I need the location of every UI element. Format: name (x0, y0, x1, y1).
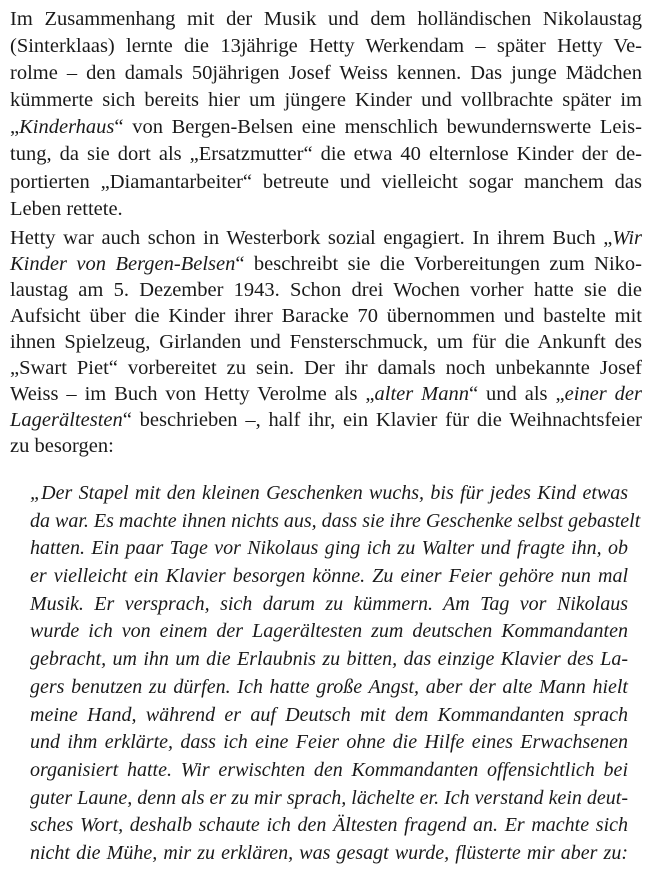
text-line (10, 381, 642, 407)
block-quote (30, 480, 641, 868)
text-line (30, 591, 628, 619)
text-line (30, 674, 628, 702)
text-line (30, 729, 628, 757)
text-segment: rolme – den damals 50jährigen Josef Weiss kennen. Das junge Mädchen (10, 62, 642, 85)
text-segment: nicht die Mühe, mir zu erklären, was gesagt wurde, flüsterte mir aber zu: (30, 841, 628, 864)
text-line (10, 407, 642, 433)
text-line (30, 480, 628, 508)
italic-text: Kinderhaus (19, 116, 115, 139)
text-segment: „Der Stapel mit den kleinen Geschenken wuchs, bis für jedes Kind etwas (30, 482, 628, 504)
text-segment: “ beschreibt sie die Vorbereitungen zum Niko- (235, 253, 642, 275)
italic-text: Wir (612, 227, 642, 249)
text-segment: Weiss – im Buch von Hetty Verolme als „ (10, 383, 375, 405)
text-line (10, 303, 642, 329)
text-segment: hatten. Ein paar Tage vor Nikolaus ging ich zu Walter und fragte ihn, ob (30, 537, 628, 560)
text-segment: „Swart Piet“ vorbereitet zu sein. Der ihr damals noch unbekannte Josef (10, 357, 642, 379)
text-segment: „ (10, 116, 20, 139)
text-line (30, 840, 628, 868)
text-segment: und ihm erklärte, dass ich eine Feier ohne die Hilfe eines Erwachsenen (30, 731, 628, 754)
text-segment: laustag am 5. Dezember 1943. Schon drei Wochen vorher hatte sie die (10, 279, 642, 301)
text-segment: (Sinterklaas) lernte die 13jährige Hetty Werkendam – später Hetty Ve- (10, 35, 642, 58)
italic-text: einer der (564, 383, 642, 405)
text-segment: kümmerte sich bereits hier um jüngere Kinder und vollbrachte später im (10, 89, 642, 112)
text-segment: Aufsicht über die Kinder ihrer Baracke 70 übernommen und bastelte mit (10, 305, 642, 327)
text-line (30, 618, 628, 646)
text-line (10, 87, 642, 114)
text-segment: gebracht, um ihn um die Erlaubnis zu bitten, das einzige Klavier des La- (30, 648, 628, 671)
text-line (10, 225, 642, 251)
text-line (30, 812, 628, 840)
text-line (30, 702, 628, 730)
text-segment: “ beschrieben –, half ihr, ein Klavier für die Weihnachtsfeier (122, 409, 642, 431)
text-segment: Hetty war auch schon in Westerbork sozial engagiert. In ihrem Buch „ (10, 227, 613, 249)
text-segment: organisiert hatte. Wir erwischten den Kommandanten offensichtlich bei (30, 758, 628, 781)
text-line (30, 535, 628, 563)
text-line (10, 329, 642, 355)
text-segment: portierten „Diamantarbeiter“ betreute und vielleicht sogar manchem das (10, 170, 642, 193)
text-segment: gers benutzen zu dürfen. Ich hatte große Angst, aber der alte Mann hielt (30, 675, 628, 698)
text-segment: ihnen Spielzeug, Girlanden und Fensterschmuck, um für die Ankunft des (10, 331, 642, 353)
text-segment: meine Hand, während er auf Deutsch mit dem Kommandanten sprach (30, 703, 628, 726)
text-line (10, 251, 642, 277)
text-line (10, 433, 642, 459)
italic-text: alter Mann (374, 383, 469, 405)
text-line (30, 508, 641, 536)
text-segment: “ von Bergen-Belsen eine menschlich bewundernswerte Leis- (114, 116, 642, 139)
paragraph-westerbork (10, 225, 642, 459)
text-line (10, 33, 642, 60)
text-line (10, 355, 642, 381)
text-line (10, 277, 642, 303)
text-segment: er vielleicht ein Klavier besorgen könne. Zu einer Feier gehöre nun mal (30, 565, 628, 588)
text-line (10, 114, 642, 141)
text-segment: Im Zusammenhang mit der Musik und dem holländischen Nikolaustag (10, 8, 642, 30)
text-line (10, 169, 642, 196)
text-line (10, 196, 642, 223)
text-segment: wurde ich von einem der Lagerältesten zum deutschen Kommandanten (30, 620, 628, 643)
text-segment: zu besorgen: (10, 435, 114, 457)
text-line (30, 785, 628, 813)
text-line (10, 60, 642, 87)
text-segment: tung, da sie dort als „Ersatzmutter“ die etwa 40 elternlose Kinder der de- (10, 143, 642, 166)
text-line (30, 757, 628, 785)
text-segment: “ und als „ (469, 383, 565, 405)
paragraph-intro (10, 6, 642, 223)
italic-text: Lagerältesten (10, 409, 123, 431)
text-segment: sches Wort, deshalb schaute ich den Ältesten fragend an. Er machte sich (30, 814, 628, 837)
text-line (10, 6, 642, 33)
text-segment: Musik. Er versprach, sich darum zu kümmern. Am Tag vor Nikolaus (30, 592, 628, 615)
text-line (30, 563, 628, 591)
text-segment: guter Laune, denn als er zu mir sprach, lächelte er. Ich verstand kein deut- (30, 786, 628, 809)
italic-text: Kinder von Bergen-Belsen (10, 253, 236, 275)
text-segment: da war. Es machte ihnen nichts aus, dass sie ihre Geschenke selbst gebastelt (30, 509, 641, 532)
text-line (30, 646, 628, 674)
text-segment: Leben rettete. (10, 197, 123, 220)
text-line (10, 141, 642, 168)
